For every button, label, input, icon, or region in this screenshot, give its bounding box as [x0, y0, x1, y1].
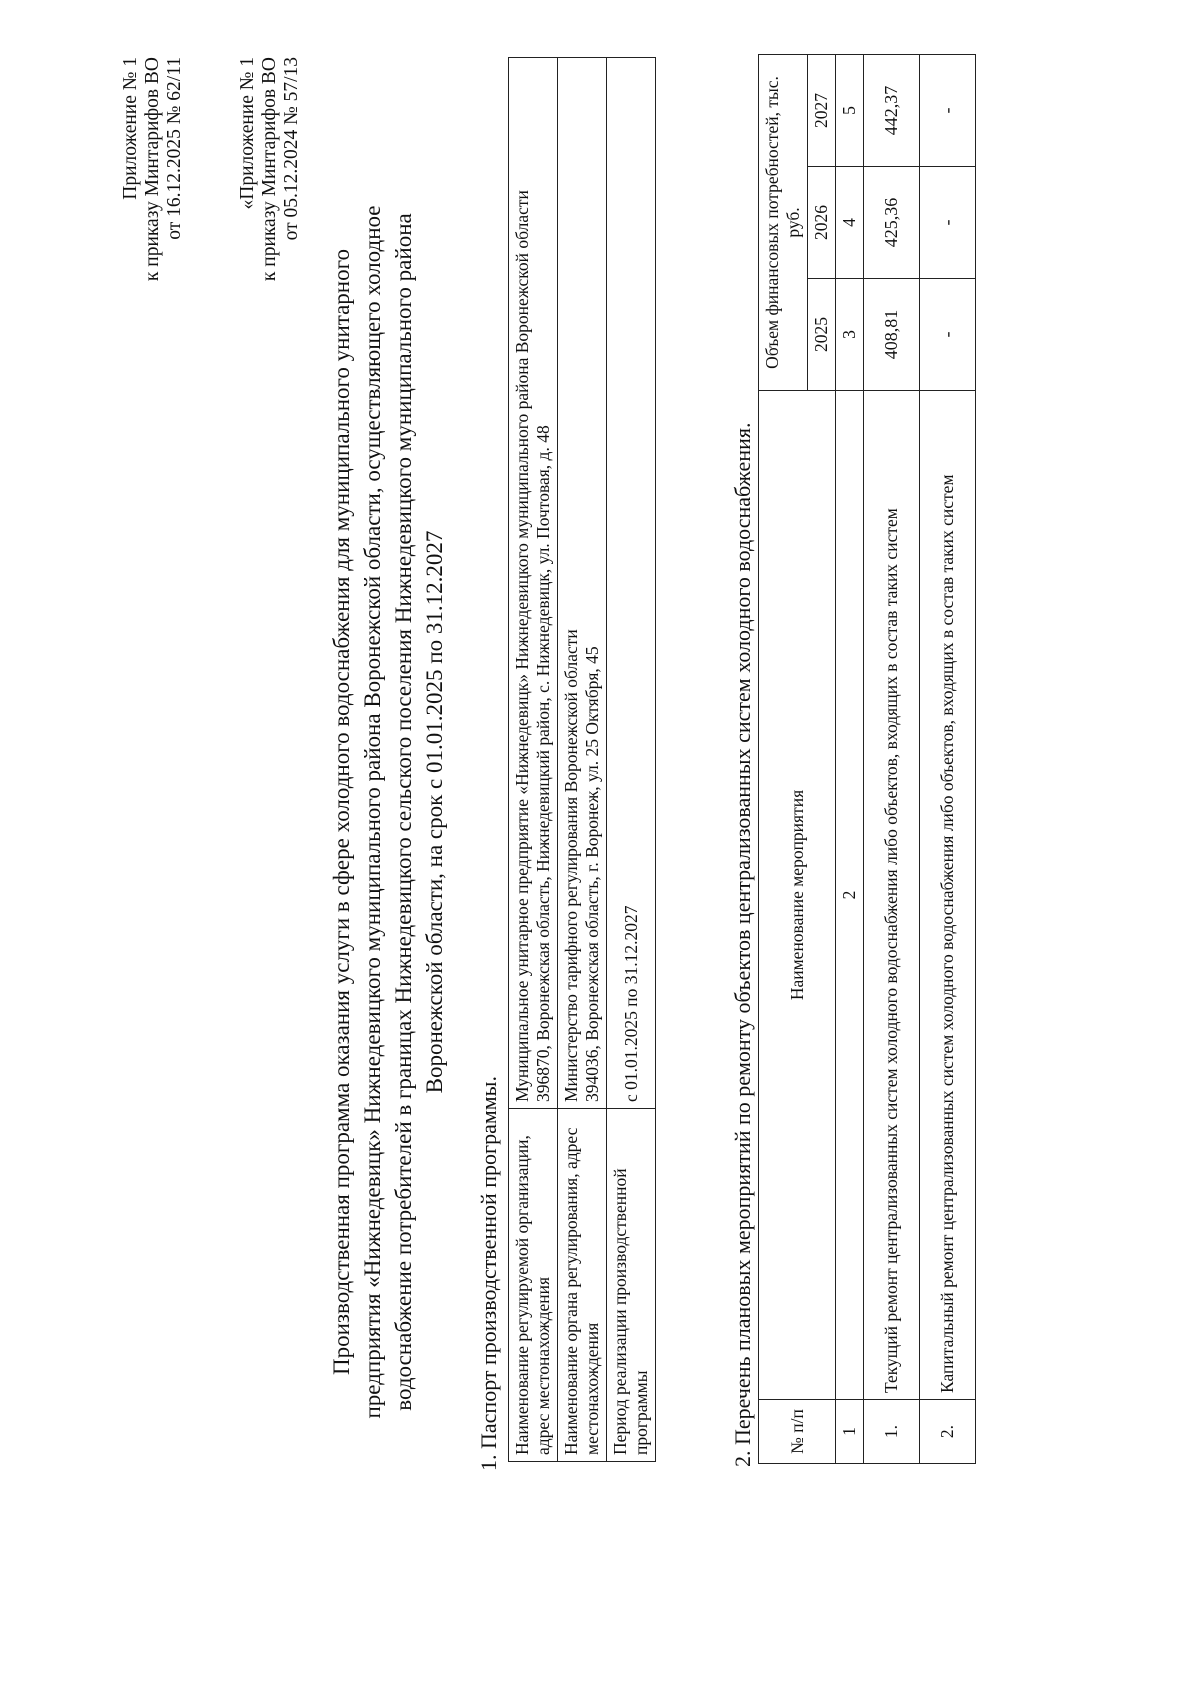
- passport-label: Наименование органа регулирования, адрес местонахождения: [558, 1109, 607, 1462]
- activity-name: Капитальный ремонт централизованных систем холодного водоснабжения либо объектов, входящих в состав таких систем: [920, 391, 976, 1400]
- amount-cell: 442,37: [864, 55, 920, 167]
- passport-value-line: 396870, Воронежская область, Нижнедевицкий район, с. Нижнедевицк, ул. Почтовая, д. 48: [533, 425, 553, 1102]
- column-number-row: [836, 55, 864, 1464]
- amount-cell: 408,81: [864, 279, 920, 391]
- title-line: Производственная программа оказания услуги в сфере холодного водоснабжения для муниципального унитарного: [329, 249, 354, 1375]
- header-name: Наименование мероприятия: [759, 391, 836, 1400]
- passport-label: Наименование регулируемой организации, адрес местонахождения: [509, 1109, 558, 1462]
- amount-cell: -: [920, 167, 976, 279]
- passport-value-line: 394036, Воронежская область, г. Воронеж, ул. 25 Октября, 45: [582, 646, 602, 1102]
- header-year: 2027: [808, 55, 836, 167]
- passport-table: [508, 57, 656, 1462]
- table-row: [509, 58, 558, 1462]
- passport-value: [558, 58, 607, 1109]
- approval-line: к приказу Минтарифов ВО: [142, 57, 163, 282]
- amount-cell: -: [920, 55, 976, 167]
- activities-table: [758, 54, 976, 1464]
- approval-line: Приложение № 1: [120, 57, 141, 200]
- column-number: 1: [836, 1400, 864, 1464]
- activities-section-title: 2. Перечень плановых мероприятий по ремонту объектов централизованных систем холодного водоснабжения.: [730, 422, 755, 1467]
- table-row: [920, 55, 976, 1464]
- passport-value-line: Министерство тарифного регулирования Воронежской области: [561, 629, 581, 1102]
- header-num: № п/п: [759, 1400, 836, 1464]
- passport-section-title: 1. Паспорт производственной программы.: [476, 1076, 501, 1471]
- approval-line: «Приложение № 1: [237, 57, 258, 210]
- amount-cell: -: [920, 279, 976, 391]
- header-year: 2025: [808, 279, 836, 391]
- header-year: 2026: [808, 167, 836, 279]
- row-number: 1.: [864, 1400, 920, 1464]
- approval-line: к приказу Минтарифов ВО: [259, 57, 280, 282]
- header-volume: Объем финансовых потребностей, тыс. руб.: [759, 55, 808, 391]
- column-number: 3: [836, 279, 864, 391]
- column-number: 5: [836, 55, 864, 167]
- approval-line: от 16.12.2025 № 62/11: [164, 57, 185, 240]
- row-number: 2.: [920, 1400, 976, 1464]
- table-row: [864, 55, 920, 1464]
- document-title: [326, 117, 450, 1507]
- approval-stamp-previous: [237, 57, 303, 297]
- passport-value: [607, 58, 656, 1109]
- activity-name: Текущий ремонт централизованных систем холодного водоснабжения либо объектов, входящих в состав таких систем: [864, 391, 920, 1400]
- table-row: [607, 58, 656, 1462]
- column-number: 2: [836, 391, 864, 1400]
- title-line: Воронежской области, на срок с 01.01.2025 по 31.12.2027: [422, 530, 447, 1094]
- title-line: водоснабжение потребителей в границах Нижнедевицкого сельского поселения Нижнедевицкого муниципального района: [391, 213, 416, 1411]
- title-line: предприятия «Нижнедевицк» Нижнедевицкого муниципального района Воронежской области, осуществляющего холодное: [360, 205, 385, 1419]
- column-number: 4: [836, 167, 864, 279]
- passport-value-line: с 01.01.2025 по 31.12.2027: [620, 905, 641, 1102]
- passport-label: Период реализации производственной программы: [607, 1109, 656, 1462]
- amount-cell: 425,36: [864, 167, 920, 279]
- table-header-row: [759, 55, 808, 1464]
- approval-stamp-current: [120, 57, 186, 297]
- passport-value: [509, 58, 558, 1109]
- table-row: [558, 58, 607, 1462]
- approval-line: от 05.12.2024 № 57/13: [281, 57, 302, 241]
- passport-value-line: Муниципальное унитарное предприятие «Нижнедевицк» Нижнедевицкого муниципального района Воронежской области: [512, 190, 532, 1102]
